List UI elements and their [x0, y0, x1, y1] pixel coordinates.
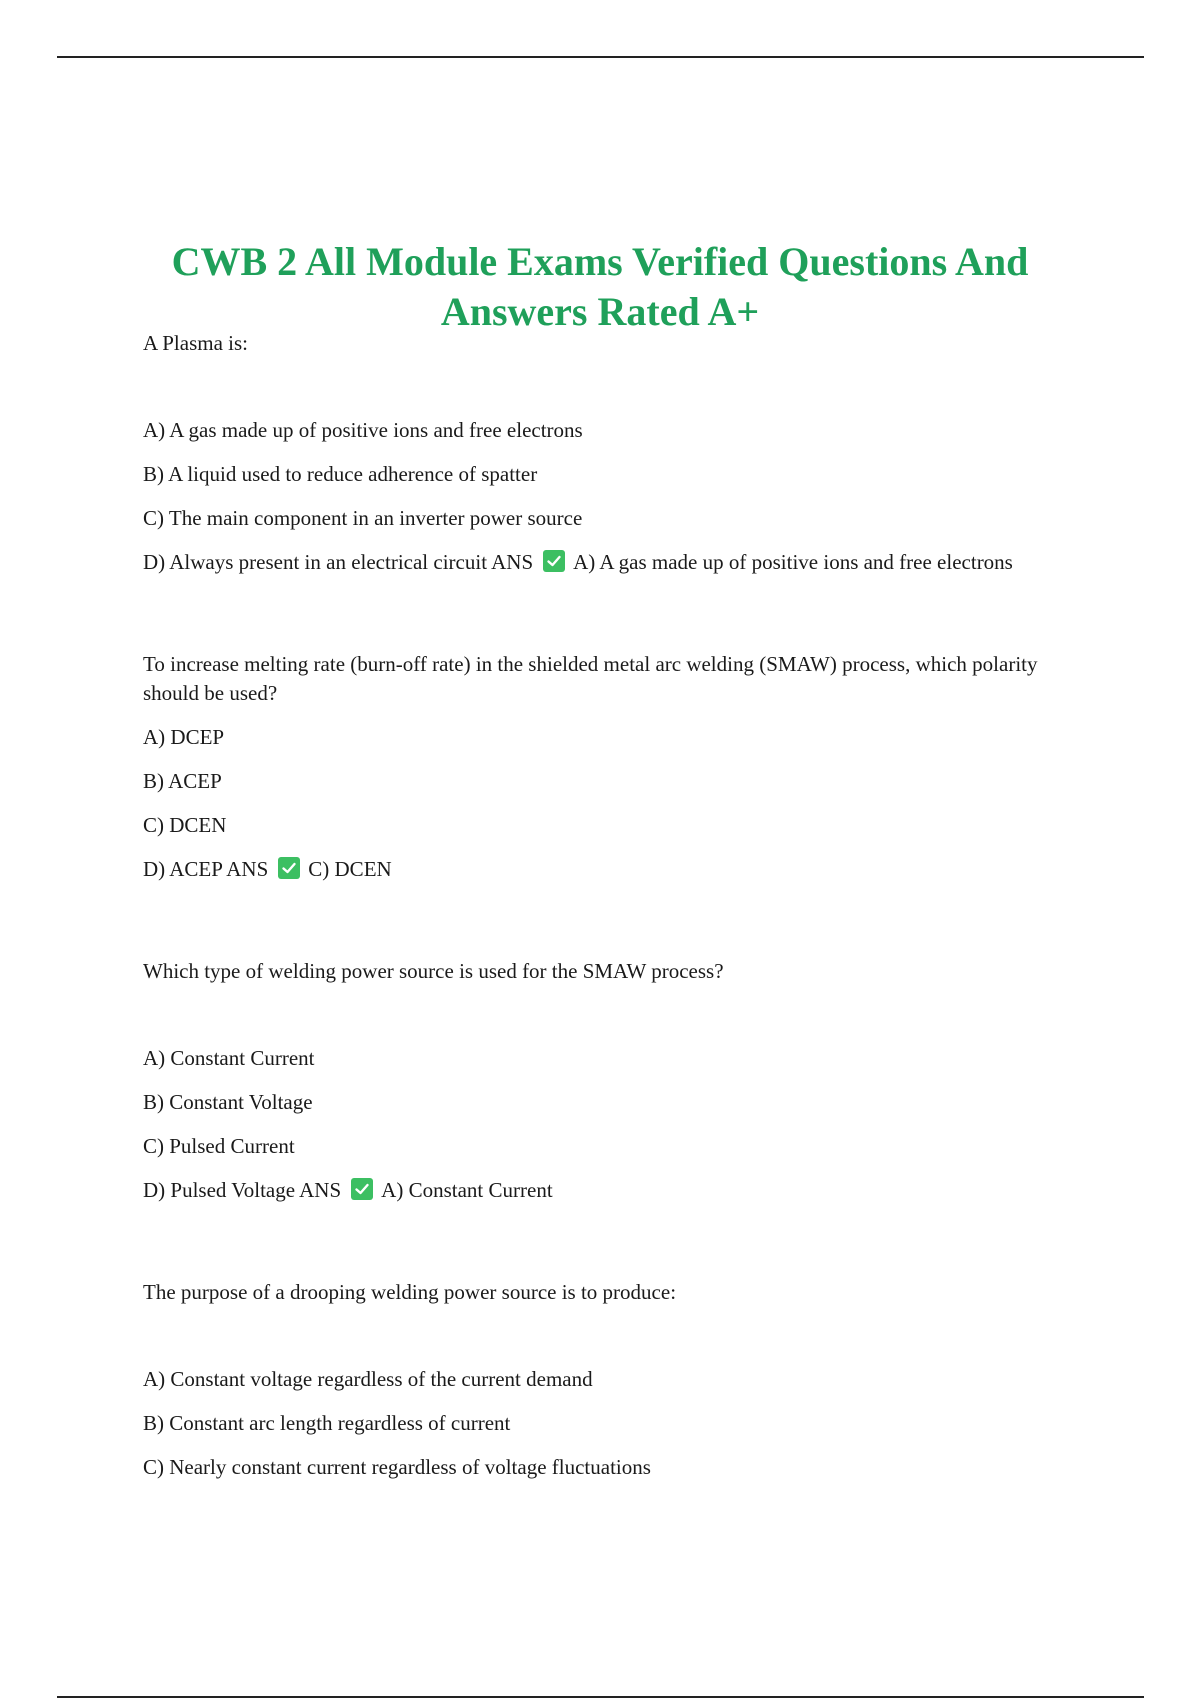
option-c: C) The main component in an inverter power source	[143, 506, 583, 530]
check-mark-icon	[351, 1178, 373, 1200]
bottom-rule	[57, 1696, 1144, 1698]
top-rule	[57, 56, 1144, 58]
question-list	[143, 329, 1043, 1497]
answer-text: A) Constant Current	[381, 1178, 553, 1202]
option-c: C) Nearly constant current regardless of voltage fluctuations	[143, 1455, 651, 1479]
option-d-with-answer	[143, 1176, 1043, 1205]
question-text: The purpose of a drooping welding power source is to produce:	[143, 1280, 677, 1304]
option-d-with-answer	[143, 855, 1043, 884]
option-c: C) Pulsed Current	[143, 1134, 295, 1158]
option-a: A) Constant Current	[143, 1046, 315, 1070]
option-d: D) Always present in an electrical circuit ANS	[143, 550, 534, 574]
option-b: B) Constant arc length regardless of current	[143, 1411, 511, 1435]
option-d: D) Pulsed Voltage ANS	[143, 1178, 342, 1202]
answer-text: A) A gas made up of positive ions and free electrons	[573, 550, 1013, 574]
option-d-with-answer	[143, 548, 1043, 577]
option-c: C) DCEN	[143, 813, 227, 837]
check-mark-icon	[278, 857, 300, 879]
question-1	[143, 329, 1043, 577]
option-a: A) DCEP	[143, 725, 225, 749]
answer-text: C) DCEN	[308, 857, 392, 881]
question-3	[143, 957, 1043, 1205]
question-text: Which type of welding power source is used for the SMAW process?	[143, 959, 724, 983]
option-a: A) A gas made up of positive ions and free electrons	[143, 418, 583, 442]
option-a: A) Constant voltage regardless of the current demand	[143, 1367, 593, 1391]
check-mark-icon	[543, 550, 565, 572]
question-2	[143, 650, 1043, 884]
title-line-2: Answers Rated A+	[440, 288, 760, 334]
question-4	[143, 1278, 1043, 1482]
option-b: B) ACEP	[143, 769, 222, 793]
question-text: To increase melting rate (burn-off rate) in the shielded metal arc welding (SMAW) process, which polarity should be used?	[143, 652, 1038, 705]
option-b: B) Constant Voltage	[143, 1090, 313, 1114]
option-b: B) A liquid used to reduce adherence of spatter	[143, 462, 538, 486]
title-line-1: CWB 2 All Module Exams Verified Questions And	[171, 238, 1029, 284]
document-title	[100, 237, 1100, 337]
question-text: A Plasma is:	[143, 331, 249, 355]
option-d: D) ACEP ANS	[143, 857, 269, 881]
